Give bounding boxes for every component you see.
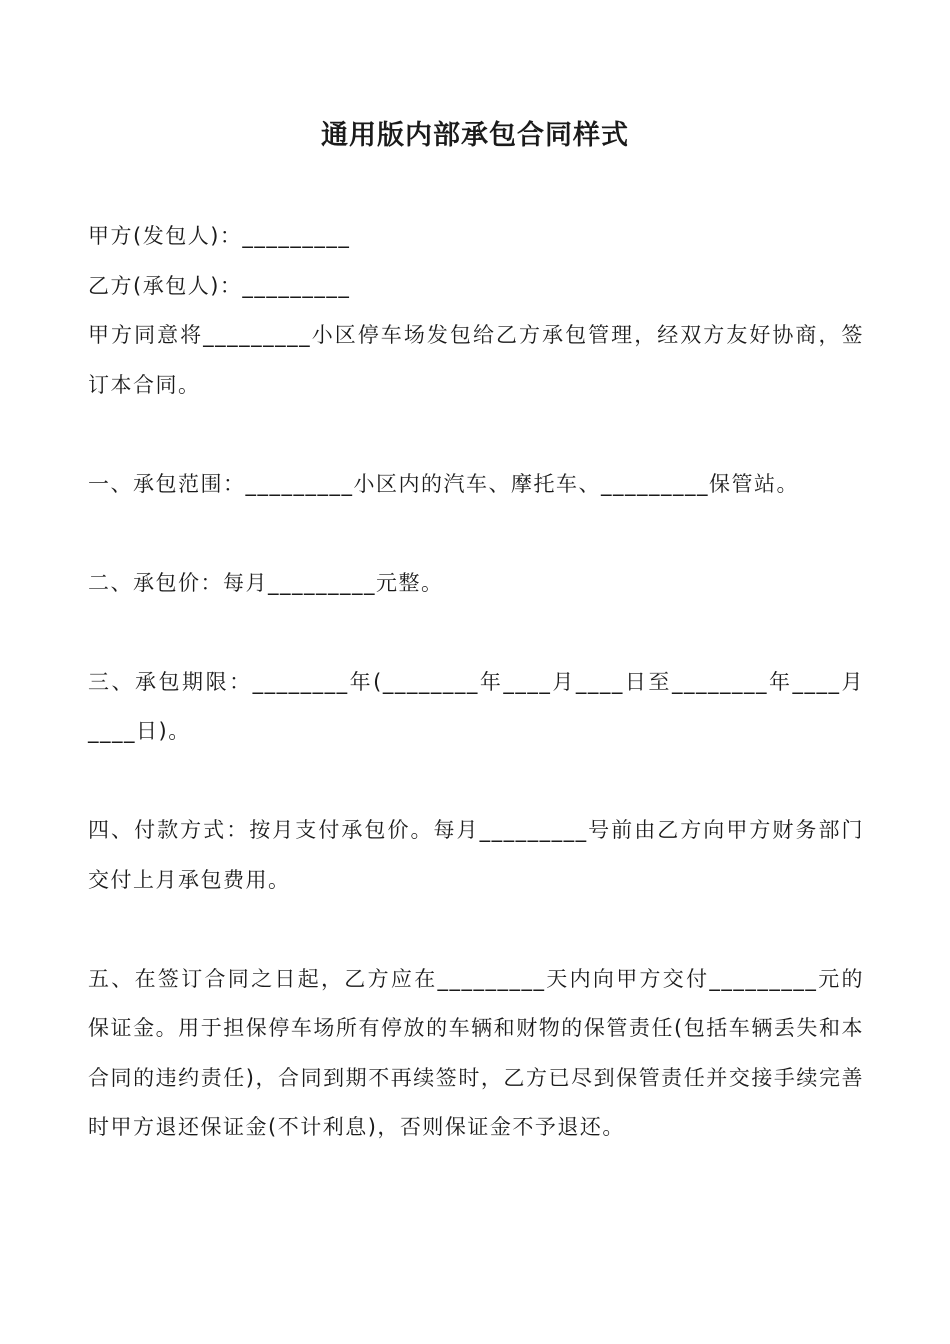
- document-body: [88, 212, 864, 1153]
- paragraph-spacer: [88, 509, 864, 559]
- intro-paragraph: 甲方同意将_________小区停车场发包给乙方承包管理，经双方友好协商，签订本合同。: [88, 323, 864, 397]
- paragraph-spacer: [88, 757, 864, 807]
- clause-3: 三、承包期限：________年(________年____月____日至________年____月____日)。: [88, 669, 864, 743]
- clause-4: 四、付款方式：按月支付承包价。每月_________号前由乙方向甲方财务部门交付上月承包费用。: [88, 818, 864, 892]
- document-title: 通用版内部承包合同样式: [321, 120, 629, 151]
- clause-2: 二、承包价：每月_________元整。: [88, 570, 444, 595]
- clause-1: 一、承包范围：_________小区内的汽车、摩托车、_________保管站。: [88, 471, 799, 496]
- paragraph-spacer: [88, 410, 864, 460]
- paragraph-spacer: [88, 608, 864, 658]
- party-b-line: 乙方(承包人)：_________: [88, 273, 351, 298]
- clause-5: 五、在签订合同之日起，乙方应在_________天内向甲方交付_________元的保证金。用于担保停车场所有停放的车辆和财物的保管责任(包括车辆丢失和本合同的违约责任)，合同到期不再续签时，乙方已尽到保管责任并交接手续完善时甲方退还保证金(不计利息)，否则保证金不予退还。: [88, 966, 864, 1139]
- paragraph-spacer: [88, 905, 864, 955]
- party-a-line: 甲方(发包人)：_________: [88, 224, 351, 248]
